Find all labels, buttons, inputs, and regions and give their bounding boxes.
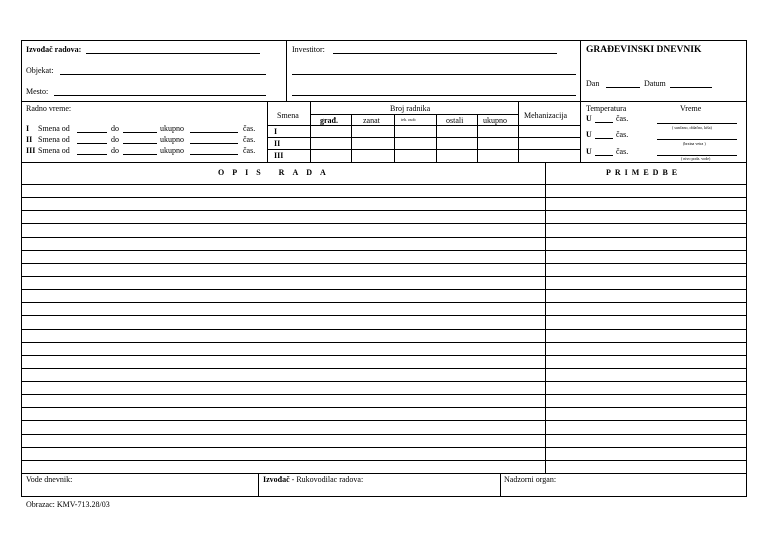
opis-rada-header: OPIS RADA [218, 168, 334, 177]
body-top-divider [21, 162, 747, 163]
workers-title-divider [310, 114, 518, 115]
objekat-field[interactable] [60, 74, 266, 75]
rukovodilac-label: - Rukovodilac radova: [289, 475, 364, 484]
ruled-line [21, 276, 747, 277]
workers-smena-divider [310, 101, 311, 162]
investitor-field-2[interactable] [292, 74, 576, 75]
temp-cas-2: čas. [616, 130, 629, 139]
shift-cas-label: čas. [243, 135, 256, 144]
shift-from-field[interactable] [77, 132, 107, 133]
shift-do-label: do [111, 146, 119, 155]
shift-ukupno-label: ukupno [160, 124, 184, 133]
ruled-line [21, 355, 747, 356]
shift-cas-label: čas. [243, 146, 256, 155]
smena-header: Smena [277, 111, 299, 120]
izvodjac-field[interactable] [86, 53, 260, 54]
shift-roman: II [26, 135, 33, 144]
izvodjac-signature-label [263, 476, 363, 484]
objekat-label: Objekat: [26, 66, 54, 75]
mesto-field[interactable] [54, 95, 266, 96]
footer-divider [21, 473, 747, 474]
shift-ukupno-label: ukupno [160, 146, 184, 155]
header-col-divider-1 [286, 40, 287, 101]
temp-hour-field-1[interactable] [595, 122, 613, 123]
datum-label: Datum [644, 79, 666, 88]
shift-from-field[interactable] [77, 154, 107, 155]
col-ukupno: ukupno [483, 116, 507, 125]
shift-total-field[interactable] [190, 154, 238, 155]
mehanizacija-divider-3 [518, 149, 580, 150]
footer-col-divider-2 [500, 473, 501, 497]
workers-col-divider-2 [394, 114, 395, 162]
ruled-line [21, 420, 747, 421]
investitor-label: Investitor: [292, 45, 325, 54]
dan-label: Dan [586, 79, 600, 88]
ruled-line [21, 289, 747, 290]
shift-to-field[interactable] [123, 143, 157, 144]
nadzorni-organ-label: Nadzorni organ: [504, 475, 557, 484]
col-teh-osob: teh. osob [401, 117, 416, 122]
primedbe-header: PRIMEDBE [606, 168, 682, 177]
investitor-field-1[interactable] [333, 53, 557, 54]
workers-header-divider [267, 125, 518, 126]
mesto-label: Mesto: [26, 87, 49, 96]
shift-do-label: do [111, 124, 119, 133]
ruled-line [21, 223, 747, 224]
ruled-line [21, 460, 747, 461]
datum-field[interactable] [670, 87, 712, 88]
ruled-line [21, 237, 747, 238]
izvodjac-strong: Izvođač [263, 475, 290, 484]
vreme-hint-1: ( sunčano, oblačno, kiša) [672, 125, 712, 130]
mehanizacija-divider-1 [518, 125, 580, 126]
ruled-line [21, 434, 747, 435]
workers-row-divider-2 [267, 149, 518, 150]
radno-vreme-divider [267, 101, 268, 162]
broj-radnika-header: Broj radnika [390, 104, 431, 113]
investitor-field-3[interactable] [292, 95, 576, 96]
vreme-hint-2: (brzina vetra ) [683, 141, 706, 146]
form-frame [21, 40, 747, 497]
temperatura-label: Temperatura [586, 104, 627, 113]
workers-col-divider-3 [436, 114, 437, 162]
vreme-field-1[interactable] [657, 123, 737, 124]
col-zanat: zanat [363, 116, 380, 125]
shift-do-label: do [111, 135, 119, 144]
workers-col-divider-1 [351, 114, 352, 162]
row-ii: II [274, 139, 281, 148]
row-i: I [274, 127, 278, 136]
workers-right-divider [518, 101, 519, 162]
shift-total-field[interactable] [190, 143, 238, 144]
ruled-line [21, 302, 747, 303]
ruled-line [21, 210, 747, 211]
vode-dnevnik-label: Vode dnevnik: [26, 475, 73, 484]
izvodjac-label: Izvođač radova: [26, 45, 82, 54]
ruled-line [21, 329, 747, 330]
vreme-label: Vreme [680, 104, 702, 113]
temp-cas-1: čas. [616, 114, 629, 123]
row-iii: III [274, 151, 284, 160]
temp-u-3: U [586, 147, 592, 156]
temp-hour-field-2[interactable] [595, 138, 613, 139]
shift-cas-label: čas. [243, 124, 256, 133]
shift-ukupno-label: ukupno [160, 135, 184, 144]
mehanizacija-divider-2 [518, 137, 580, 138]
ruled-line [21, 184, 747, 185]
form-code: Obrazac: KMV-713.28/03 [26, 500, 110, 509]
ruled-line [21, 394, 747, 395]
workers-row-divider-1 [267, 137, 518, 138]
vreme-field-2[interactable] [657, 139, 737, 140]
temp-cas-3: čas. [616, 147, 629, 156]
ruled-line [21, 342, 747, 343]
ruled-line [21, 197, 747, 198]
ruled-line [21, 381, 747, 382]
ruled-line [21, 368, 747, 369]
header-col-divider-2 [580, 40, 581, 162]
shift-from-field[interactable] [77, 143, 107, 144]
radno-vreme-label: Radno vreme: [26, 104, 72, 113]
shift-total-field[interactable] [190, 132, 238, 133]
workers-col-divider-4 [477, 114, 478, 162]
ruled-line [21, 250, 747, 251]
mehanizacija-label: Mehanizacija [524, 111, 568, 120]
vreme-hint-3: ( nivo podz. vode) [681, 156, 711, 161]
ruled-line [21, 315, 747, 316]
shift-to-field[interactable] [123, 132, 157, 133]
col-ostali: ostali [446, 116, 464, 125]
body-col-divider [545, 162, 546, 473]
shift-to-field[interactable] [123, 154, 157, 155]
shift-roman: I [26, 124, 30, 133]
col-grad: građ. [320, 116, 338, 125]
shift-label: Smena od [38, 146, 70, 155]
page-title: GRAĐEVINSKI DNEVNIK [586, 45, 702, 55]
shift-roman: III [26, 146, 36, 155]
temp-hour-field-3[interactable] [595, 155, 613, 156]
temp-u-2: U [586, 130, 592, 139]
ruled-line [21, 407, 747, 408]
footer-col-divider-1 [258, 473, 259, 497]
ruled-line [21, 447, 747, 448]
header-divider [21, 101, 747, 102]
temp-u-1: U [586, 114, 592, 123]
shift-label: Smena od [38, 135, 70, 144]
shift-label: Smena od [38, 124, 70, 133]
ruled-line [21, 263, 747, 264]
dan-field[interactable] [606, 87, 640, 88]
